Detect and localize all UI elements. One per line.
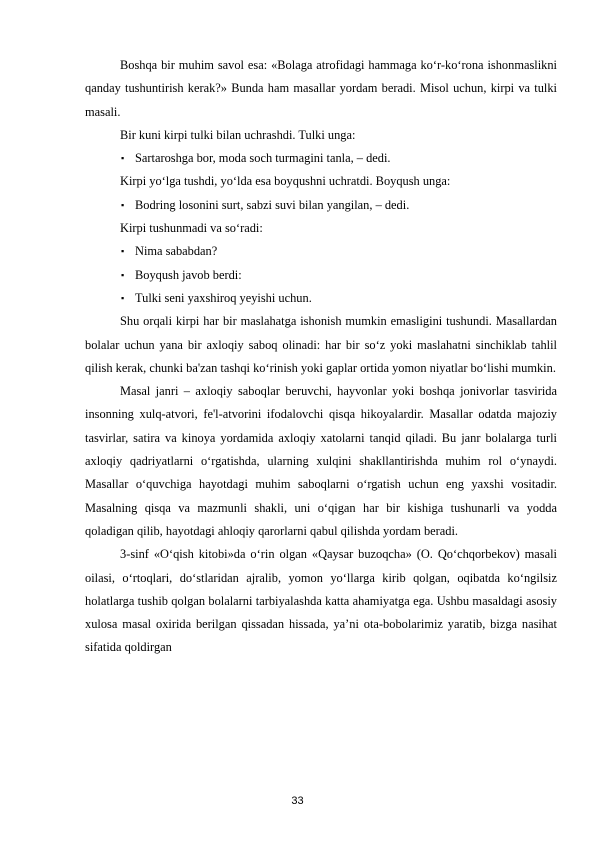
list-item-text: Nima sababdan? xyxy=(135,244,218,259)
paragraph-intro: Boshqa bir muhim savol esa: «Bolaga atrofidagi hammaga ko‘r-ko‘rona ishonmaslikni qanday tushuntirish kerak?» Bunda ham masallar yordam beradi. Misol uchun, kirpi va tulki masali. xyxy=(85,58,557,119)
dialogue-list-owl xyxy=(85,194,557,217)
paragraph-hedgehog-asks: Kirpi tushunmadi va so‘radi: xyxy=(120,221,263,236)
list-item xyxy=(85,264,557,287)
list-item-text: Boyqush javob berdi: xyxy=(135,267,242,282)
bullet-icon: ▪ xyxy=(121,199,125,210)
paragraph-grade-3-reader: 3-sinf «O‘qish kitobi»da o‘rin olgan «Qaysar buzoqcha» (O. Qo‘chqorbekov) masali oilasi, o‘rtoqlari, do‘stlaridan ajralib, yomon yo‘llarga kirib qolgan, oqibatda ko‘ngilsiz holatlarga tushib qolgan bolalarni tarbiyalashda katta ahamiyatga ega. Ushbu masaldagi asosiy xulosa masal oxirida berilgan qissadan hissada, ya’ni ota-bobolarimiz yaratib, bizga nasihat sifatida qoldirgan xyxy=(85,547,557,655)
dialogue-list-fox xyxy=(85,147,557,170)
dialogue-list-answer xyxy=(85,240,557,310)
bullet-icon: ▪ xyxy=(121,246,125,257)
bullet-icon: ▪ xyxy=(121,269,125,280)
list-item-text: Bodring losonini surt, sabzi suvi bilan yangilan, – dedi. xyxy=(135,197,410,212)
paragraph-moral: Shu orqali kirpi har bir maslahatga ishonish mumkin emasligini tushundi. Masallardan bolalar uchun yana bir axloqiy saboq olinadi: har bir so‘z yoki maslahatni sinchiklab tahlil qilish kerak, chunki ba'zan tashqi ko‘rinish yoki gaplar ortida yomon niyatlar bo‘lishi mumkin. xyxy=(85,314,557,375)
paragraph-owl-meeting: Kirpi yo‘lga tushdi, yo‘lda esa boyqushni uchratdi. Boyqush unga: xyxy=(120,174,451,189)
bullet-icon: ▪ xyxy=(121,153,125,164)
bullet-icon: ▪ xyxy=(121,292,125,303)
list-item xyxy=(85,287,557,310)
paragraph-fable-genre: Masal janri – axloqiy saboqlar beruvchi, hayvonlar yoki boshqa jonivorlar tasvirida insonning xulq-atvori, fe'l-atvorini ifodalovchi qisqa hikoyalardir. Masallar odatda majoziy tasvirlar, satira va kinoya yordamida axloqiy xatolarni tanqid qiladi. Bu janr bolalarga turli axloqiy qadriyatlarni o‘rgatishda, ularning xulqini shakllantirishda muhim rol o‘ynaydi. Masallar o‘quvchiga hayotdagi muhim saboqlarni o‘rgatish uchun eng yaxshi vositadir. Masalning qisqa va mazmunli shakli, uni o‘qigan har bir kishiga tushunarli va yodda qoladigan qilib, hayotdagi ahloqiy qarorlarni qabul qilishda yordam beradi. xyxy=(85,384,557,538)
list-item xyxy=(85,147,557,170)
page-number: 33 xyxy=(291,795,304,807)
list-item-text: Sartaroshga bor, moda soch turmagini tanla, – dedi. xyxy=(135,151,391,166)
list-item-text: Tulki seni yaxshiroq yeyishi uchun. xyxy=(135,290,312,305)
paragraph-story-start: Bir kuni kirpi tulki bilan uchrashdi. Tulki unga: xyxy=(120,127,356,142)
document-page xyxy=(85,54,557,660)
list-item xyxy=(85,240,557,263)
list-item xyxy=(85,194,557,217)
